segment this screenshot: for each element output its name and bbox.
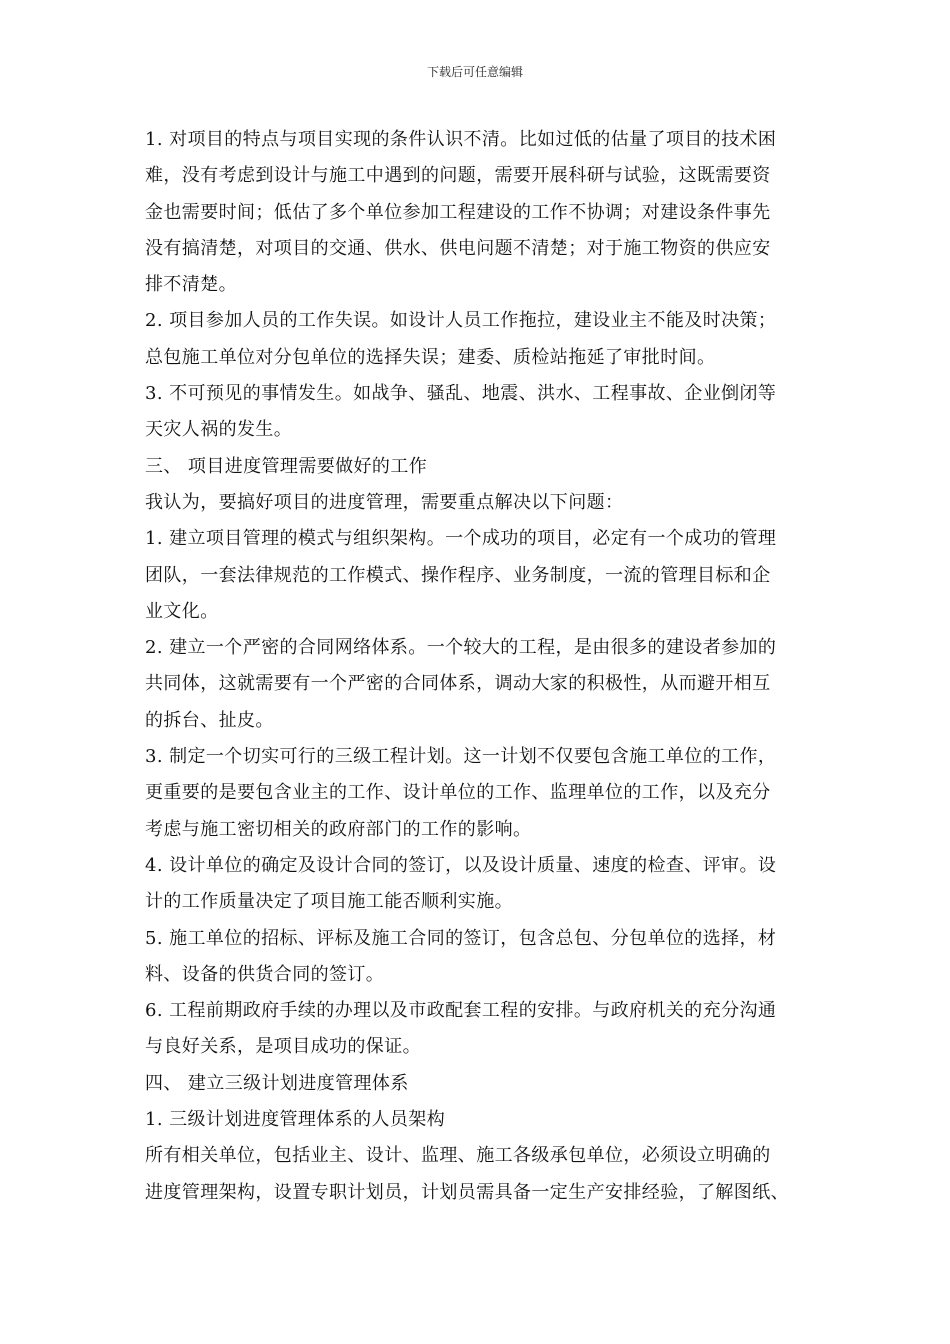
text-line: 与良好关系，是项目成功的保证。 <box>145 1036 421 1058</box>
text-line: 共同体，这就需要有一个严密的合同体系，调动大家的积极性，从而避开相互 <box>145 673 771 695</box>
text-line: 3. 不可预见的事情发生。如战争、骚乱、地震、洪水、工程事故、企业倒闭等 <box>145 383 777 405</box>
text-line: 1. 三级计划进度管理体系的人员架构 <box>145 1109 446 1131</box>
section-heading: 三、 项目进度管理需要做好的工作 <box>145 455 428 477</box>
text-line: 团队，一套法律规范的工作模式、操作程序、业务制度，一流的管理目标和企 <box>145 564 771 586</box>
text-line: 进度管理架构，设置专职计划员，计划员需具备一定生产安排经验，了解图纸、 <box>145 1181 789 1203</box>
text-line: 1. 对项目的特点与项目实现的条件认识不清。比如过低的估量了项目的技术困 <box>145 129 777 150</box>
text-line: 我认为，要搞好项目的进度管理，需要重点解决以下问题： <box>145 491 624 513</box>
text-line: 考虑与施工密切相关的政府部门的工作的影响。 <box>145 818 532 840</box>
text-line: 计的工作质量决定了项目施工能否顺利实施。 <box>145 891 513 913</box>
text-line: 2. 项目参加人员的工作失误。如设计人员工作拖拉，建设业主不能及时决策； <box>145 310 777 332</box>
text-line: 的拆台、扯皮。 <box>145 709 274 731</box>
text-line: 1. 建立项目管理的模式与组织架构。一个成功的项目，必定有一个成功的管理 <box>145 528 777 550</box>
text-line: 总包施工单位对分包单位的选择失误；建委、质检站拖延了审批时间。 <box>145 346 716 368</box>
text-line: 6. 工程前期政府手续的办理以及市政配套工程的安排。与政府机关的充分沟通 <box>145 1000 777 1022</box>
text-line: 天灾人祸的发生。 <box>145 419 293 441</box>
text-line: 没有搞清楚，对项目的交通、供水、供电问题不清楚；对于施工物资的供应安 <box>145 237 771 259</box>
section-heading: 四、 建立三级计划进度管理体系 <box>145 1072 409 1094</box>
page-header: 下载后可任意编辑 <box>426 65 523 79</box>
text-line: 排不清楚。 <box>145 274 237 296</box>
text-line: 业文化。 <box>145 600 219 622</box>
document-body <box>145 122 825 1211</box>
text-line: 所有相关单位，包括业主、设计、监理、施工各级承包单位，必须设立明确的 <box>145 1145 771 1167</box>
text-line: 5. 施工单位的招标、评标及施工合同的签订，包含总包、分包单位的选择，材 <box>145 927 777 949</box>
text-line: 料、设备的供货合同的签订。 <box>145 963 385 985</box>
text-line: 难，没有考虑到设计与施工中遇到的问题，需要开展科研与试验，这既需要资 <box>145 165 771 187</box>
text-line: 4. 设计单位的确定及设计合同的签订，以及设计质量、速度的检查、评审。设 <box>145 854 777 876</box>
text-line: 3. 制定一个切实可行的三级工程计划。这一计划不仅要包含施工单位的工作， <box>145 746 777 768</box>
text-line: 更重要的是要包含业主的工作、设计单位的工作、监理单位的工作，以及充分 <box>145 782 771 804</box>
text-line: 2. 建立一个严密的合同网络体系。一个较大的工程，是由很多的建设者参加的 <box>145 637 777 659</box>
text-line: 金也需要时间；低估了多个单位参加工程建设的工作不协调；对建设条件事先 <box>145 201 771 223</box>
